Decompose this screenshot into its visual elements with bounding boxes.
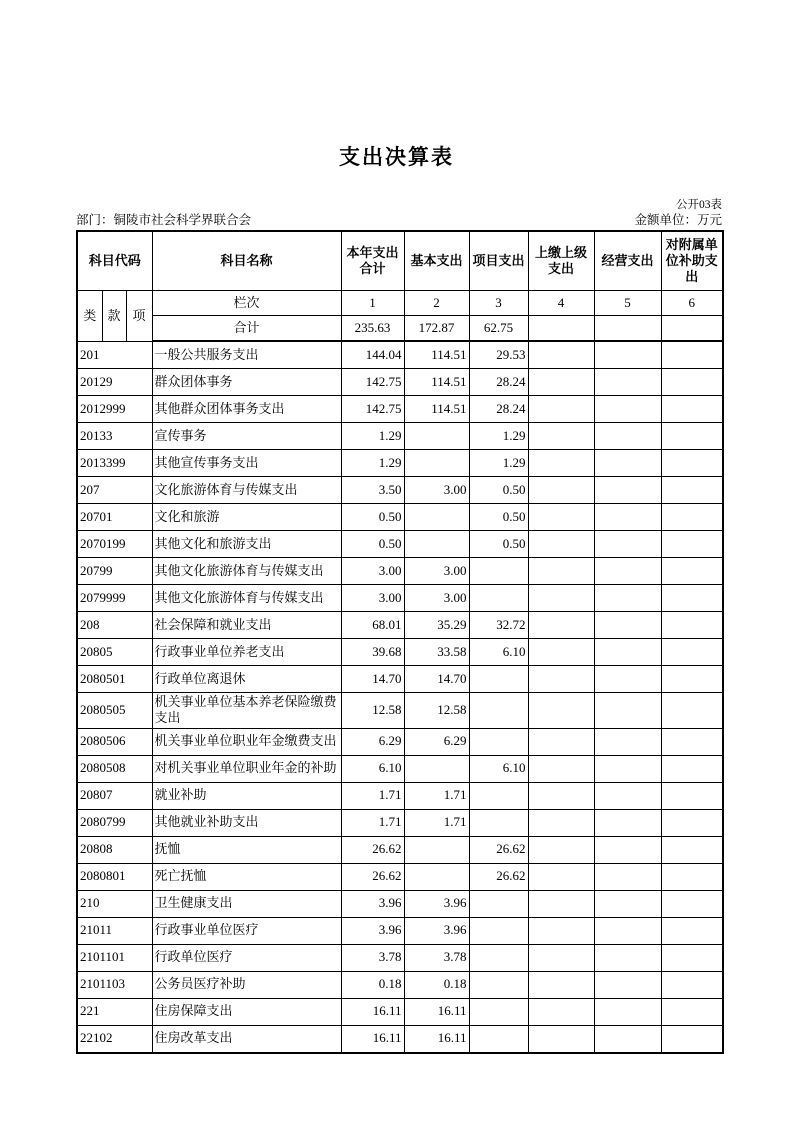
cell-value-1: 0.50 (341, 504, 404, 531)
sheet-label: 公开03表 (676, 199, 722, 211)
cell-value-3 (469, 558, 528, 585)
cell-value-2: 3.00 (404, 585, 469, 612)
cell-value-3: 1.29 (469, 423, 528, 450)
cell-subject-name: 行政事业单位养老支出 (152, 639, 341, 666)
cell-subject-code: 2080801 (77, 863, 152, 890)
cell-value-4 (528, 531, 594, 558)
cell-value-3: 0.50 (469, 531, 528, 558)
cell-value-4 (528, 369, 594, 396)
cell-subject-name: 抚恤 (152, 836, 341, 863)
cell-value-4 (528, 558, 594, 585)
cell-subject-name: 一般公共服务支出 (152, 341, 341, 369)
cell-subject-code: 22102 (77, 1025, 152, 1053)
header-row (77, 231, 723, 291)
cell-value-2 (404, 755, 469, 782)
cell-subject-name: 其他就业补助支出 (152, 809, 341, 836)
unit-label: 金额单位：万元 (634, 213, 722, 227)
subheader-num-5: 5 (594, 291, 661, 316)
cell-value-4 (528, 1025, 594, 1053)
cell-subject-name: 住房改革支出 (152, 1025, 341, 1053)
cell-subject-code: 20805 (77, 639, 152, 666)
table-row (77, 782, 723, 809)
cell-value-6 (661, 531, 723, 558)
cell-subject-code: 2079999 (77, 585, 152, 612)
cell-subject-code: 20701 (77, 504, 152, 531)
cell-value-5 (594, 531, 661, 558)
cell-value-4 (528, 477, 594, 504)
cell-value-4 (528, 917, 594, 944)
total-value-1: 235.63 (341, 316, 404, 342)
cell-value-3: 28.24 (469, 396, 528, 423)
cell-value-6 (661, 917, 723, 944)
cell-value-4 (528, 809, 594, 836)
cell-value-2: 16.11 (404, 1025, 469, 1053)
cell-subject-code: 208 (77, 612, 152, 639)
subheader-kuan: 款 (102, 291, 126, 342)
table-row (77, 369, 723, 396)
cell-value-6 (661, 369, 723, 396)
cell-subject-code: 2101103 (77, 971, 152, 998)
cell-subject-name: 社会保障和就业支出 (152, 612, 341, 639)
subheader-num-6: 6 (661, 291, 723, 316)
table-row (77, 612, 723, 639)
cell-subject-code: 2080505 (77, 693, 152, 729)
cell-subject-code: 2070199 (77, 531, 152, 558)
cell-subject-name: 公务员医疗补助 (152, 971, 341, 998)
cell-value-1: 68.01 (341, 612, 404, 639)
cell-value-5 (594, 396, 661, 423)
cell-value-6 (661, 836, 723, 863)
cell-subject-name: 文化旅游体育与传媒支出 (152, 477, 341, 504)
cell-value-3 (469, 809, 528, 836)
header-col-basic: 基本支出 (404, 231, 469, 291)
table-row (77, 477, 723, 504)
cell-value-5 (594, 341, 661, 369)
cell-subject-code: 20129 (77, 369, 152, 396)
cell-subject-code: 20807 (77, 782, 152, 809)
cell-value-5 (594, 728, 661, 755)
cell-subject-code: 20808 (77, 836, 152, 863)
cell-value-1: 3.78 (341, 944, 404, 971)
cell-value-4 (528, 890, 594, 917)
cell-subject-code: 2080508 (77, 755, 152, 782)
cell-value-4 (528, 728, 594, 755)
subheader-row (77, 291, 723, 316)
cell-value-3 (469, 917, 528, 944)
cell-value-3: 1.29 (469, 450, 528, 477)
cell-subject-name: 宣传事务 (152, 423, 341, 450)
page-title: 支出决算表 (339, 145, 454, 169)
cell-value-2: 3.00 (404, 558, 469, 585)
cell-value-5 (594, 558, 661, 585)
cell-subject-name: 行政事业单位医疗 (152, 917, 341, 944)
cell-value-4 (528, 836, 594, 863)
cell-subject-name: 其他宣传事务支出 (152, 450, 341, 477)
cell-value-5 (594, 1025, 661, 1053)
cell-value-4 (528, 396, 594, 423)
cell-value-3: 0.50 (469, 504, 528, 531)
cell-value-2: 14.70 (404, 666, 469, 693)
meta-line (76, 212, 722, 229)
cell-value-1: 16.11 (341, 998, 404, 1025)
table-row (77, 755, 723, 782)
cell-value-1: 16.11 (341, 1025, 404, 1053)
cell-value-5 (594, 890, 661, 917)
cell-value-3 (469, 728, 528, 755)
cell-subject-code: 20133 (77, 423, 152, 450)
cell-value-6 (661, 971, 723, 998)
cell-value-1: 0.18 (341, 971, 404, 998)
cell-value-5 (594, 369, 661, 396)
cell-value-5 (594, 971, 661, 998)
table-row (77, 1025, 723, 1053)
cell-value-6 (661, 998, 723, 1025)
cell-value-3 (469, 944, 528, 971)
table-row (77, 450, 723, 477)
cell-value-2: 114.51 (404, 396, 469, 423)
total-label: 合计 (152, 316, 341, 342)
table-row (77, 693, 723, 729)
cell-value-1: 3.00 (341, 558, 404, 585)
cell-value-3: 29.53 (469, 341, 528, 369)
cell-subject-name: 行政单位医疗 (152, 944, 341, 971)
table-row (77, 341, 723, 369)
header-col-subsidy: 对附属单位补助支出 (661, 231, 723, 291)
cell-value-5 (594, 693, 661, 729)
table-row (77, 585, 723, 612)
header-col-operating: 经营支出 (594, 231, 661, 291)
cell-value-1: 142.75 (341, 396, 404, 423)
cell-value-5 (594, 917, 661, 944)
table-row (77, 531, 723, 558)
table-row (77, 728, 723, 755)
cell-value-1: 142.75 (341, 369, 404, 396)
header-col-upward: 上缴上级支出 (528, 231, 594, 291)
cell-value-1: 1.71 (341, 782, 404, 809)
cell-value-1: 144.04 (341, 341, 404, 369)
table-row (77, 917, 723, 944)
header-subject-code: 科目代码 (77, 231, 152, 291)
cell-value-2: 35.29 (404, 612, 469, 639)
cell-subject-code: 201 (77, 341, 152, 369)
cell-value-2: 0.18 (404, 971, 469, 998)
cell-value-3: 28.24 (469, 369, 528, 396)
cell-value-2: 3.96 (404, 890, 469, 917)
cell-value-2: 3.00 (404, 477, 469, 504)
subheader-num-3: 3 (469, 291, 528, 316)
cell-value-6 (661, 477, 723, 504)
cell-subject-code: 2080506 (77, 728, 152, 755)
cell-subject-code: 20799 (77, 558, 152, 585)
cell-value-3: 6.10 (469, 639, 528, 666)
table-body (77, 341, 723, 1053)
cell-value-3 (469, 693, 528, 729)
cell-value-3: 0.50 (469, 477, 528, 504)
cell-subject-code: 2080501 (77, 666, 152, 693)
cell-value-6 (661, 450, 723, 477)
cell-value-4 (528, 450, 594, 477)
cell-value-4 (528, 693, 594, 729)
cell-value-3 (469, 998, 528, 1025)
cell-value-1: 1.29 (341, 450, 404, 477)
cell-value-5 (594, 998, 661, 1025)
cell-value-5 (594, 585, 661, 612)
cell-value-2: 114.51 (404, 369, 469, 396)
cell-value-1: 3.00 (341, 585, 404, 612)
cell-subject-name: 住房保障支出 (152, 998, 341, 1025)
cell-subject-code: 2101101 (77, 944, 152, 971)
table-row (77, 504, 723, 531)
table-row (77, 944, 723, 971)
header-col-total: 本年支出合计 (341, 231, 404, 291)
table-row (77, 423, 723, 450)
cell-subject-name: 对机关事业单位职业年金的补助 (152, 755, 341, 782)
cell-subject-code: 207 (77, 477, 152, 504)
cell-value-6 (661, 755, 723, 782)
cell-subject-name: 其他文化和旅游支出 (152, 531, 341, 558)
cell-value-3 (469, 890, 528, 917)
cell-value-2: 16.11 (404, 998, 469, 1025)
cell-value-2: 114.51 (404, 341, 469, 369)
cell-value-6 (661, 612, 723, 639)
cell-value-6 (661, 1025, 723, 1053)
header-subject-name: 科目名称 (152, 231, 341, 291)
cell-value-2: 1.71 (404, 782, 469, 809)
cell-value-2: 3.96 (404, 917, 469, 944)
table-row (77, 863, 723, 890)
cell-value-4 (528, 971, 594, 998)
cell-value-5 (594, 477, 661, 504)
subheader-xiang: 项 (126, 291, 152, 342)
cell-value-2 (404, 863, 469, 890)
cell-value-5 (594, 809, 661, 836)
cell-value-1: 26.62 (341, 863, 404, 890)
total-value-4 (528, 316, 594, 342)
subheader-lei: 类 (77, 291, 102, 342)
cell-value-2: 33.58 (404, 639, 469, 666)
cell-value-5 (594, 863, 661, 890)
cell-subject-name: 就业补助 (152, 782, 341, 809)
total-value-6 (661, 316, 723, 342)
cell-value-5 (594, 450, 661, 477)
cell-value-2: 1.71 (404, 809, 469, 836)
cell-value-5 (594, 612, 661, 639)
cell-subject-code: 21011 (77, 917, 152, 944)
cell-value-4 (528, 341, 594, 369)
cell-value-3: 6.10 (469, 755, 528, 782)
cell-subject-name: 行政单位离退休 (152, 666, 341, 693)
cell-value-4 (528, 863, 594, 890)
cell-value-6 (661, 585, 723, 612)
subheader-num-1: 1 (341, 291, 404, 316)
cell-subject-name: 其他文化旅游体育与传媒支出 (152, 585, 341, 612)
cell-value-2: 3.78 (404, 944, 469, 971)
cell-value-4 (528, 639, 594, 666)
cell-value-1: 3.50 (341, 477, 404, 504)
cell-subject-code: 2013399 (77, 450, 152, 477)
subheader-lanci: 栏次 (152, 291, 341, 316)
cell-value-3: 26.62 (469, 836, 528, 863)
cell-value-3: 32.72 (469, 612, 528, 639)
cell-value-3 (469, 585, 528, 612)
table-row (77, 558, 723, 585)
cell-value-6 (661, 693, 723, 729)
cell-value-6 (661, 558, 723, 585)
cell-value-2 (404, 423, 469, 450)
cell-subject-name: 群众团体事务 (152, 369, 341, 396)
cell-value-4 (528, 504, 594, 531)
total-value-2: 172.87 (404, 316, 469, 342)
cell-value-2 (404, 531, 469, 558)
cell-value-4 (528, 998, 594, 1025)
cell-value-3 (469, 666, 528, 693)
table-row (77, 809, 723, 836)
cell-value-1: 0.50 (341, 531, 404, 558)
cell-value-2 (404, 836, 469, 863)
table-row (77, 998, 723, 1025)
cell-value-1: 6.29 (341, 728, 404, 755)
cell-value-5 (594, 944, 661, 971)
total-row (77, 316, 723, 342)
cell-value-5 (594, 639, 661, 666)
cell-value-6 (661, 423, 723, 450)
cell-value-6 (661, 666, 723, 693)
cell-value-6 (661, 728, 723, 755)
cell-value-1: 1.29 (341, 423, 404, 450)
cell-subject-name: 机关事业单位职业年金缴费支出 (152, 728, 341, 755)
cell-value-6 (661, 396, 723, 423)
expenditure-table (76, 230, 724, 1054)
cell-value-5 (594, 504, 661, 531)
cell-value-5 (594, 836, 661, 863)
cell-value-6 (661, 944, 723, 971)
cell-value-4 (528, 782, 594, 809)
cell-value-1: 6.10 (341, 755, 404, 782)
cell-value-3 (469, 1025, 528, 1053)
cell-subject-name: 死亡抚恤 (152, 863, 341, 890)
cell-value-4 (528, 423, 594, 450)
cell-value-2: 12.58 (404, 693, 469, 729)
cell-value-6 (661, 341, 723, 369)
cell-subject-code: 2080799 (77, 809, 152, 836)
cell-subject-name: 其他文化旅游体育与传媒支出 (152, 558, 341, 585)
table-row (77, 396, 723, 423)
cell-value-4 (528, 666, 594, 693)
document-body (76, 198, 722, 1054)
cell-value-1: 3.96 (341, 890, 404, 917)
table-row (77, 836, 723, 863)
cell-value-2 (404, 450, 469, 477)
cell-value-6 (661, 890, 723, 917)
cell-value-2 (404, 504, 469, 531)
cell-value-6 (661, 782, 723, 809)
cell-subject-name: 机关事业单位基本养老保险缴费支出 (152, 693, 341, 729)
cell-value-1: 1.71 (341, 809, 404, 836)
cell-value-6 (661, 639, 723, 666)
subheader-num-4: 4 (528, 291, 594, 316)
cell-subject-code: 210 (77, 890, 152, 917)
table-row (77, 890, 723, 917)
header-col-project: 项目支出 (469, 231, 528, 291)
cell-value-1: 12.58 (341, 693, 404, 729)
department-label: 部门：铜陵市社会科学界联合会 (76, 213, 252, 227)
cell-value-1: 3.96 (341, 917, 404, 944)
cell-value-4 (528, 585, 594, 612)
cell-subject-code: 221 (77, 998, 152, 1025)
cell-value-3 (469, 782, 528, 809)
total-value-5 (594, 316, 661, 342)
cell-value-5 (594, 782, 661, 809)
cell-value-5 (594, 666, 661, 693)
cell-value-3 (469, 971, 528, 998)
cell-value-3: 26.62 (469, 863, 528, 890)
table-row (77, 639, 723, 666)
cell-value-2: 6.29 (404, 728, 469, 755)
cell-value-1: 39.68 (341, 639, 404, 666)
cell-value-6 (661, 504, 723, 531)
cell-value-5 (594, 755, 661, 782)
cell-subject-name: 卫生健康支出 (152, 890, 341, 917)
cell-value-1: 14.70 (341, 666, 404, 693)
cell-value-6 (661, 809, 723, 836)
subheader-num-2: 2 (404, 291, 469, 316)
cell-subject-name: 其他群众团体事务支出 (152, 396, 341, 423)
cell-value-4 (528, 755, 594, 782)
table-row (77, 971, 723, 998)
cell-subject-code: 2012999 (77, 396, 152, 423)
cell-subject-name: 文化和旅游 (152, 504, 341, 531)
total-value-3: 62.75 (469, 316, 528, 342)
table-row (77, 666, 723, 693)
cell-value-6 (661, 863, 723, 890)
cell-value-4 (528, 612, 594, 639)
cell-value-1: 26.62 (341, 836, 404, 863)
cell-value-4 (528, 944, 594, 971)
cell-value-5 (594, 423, 661, 450)
